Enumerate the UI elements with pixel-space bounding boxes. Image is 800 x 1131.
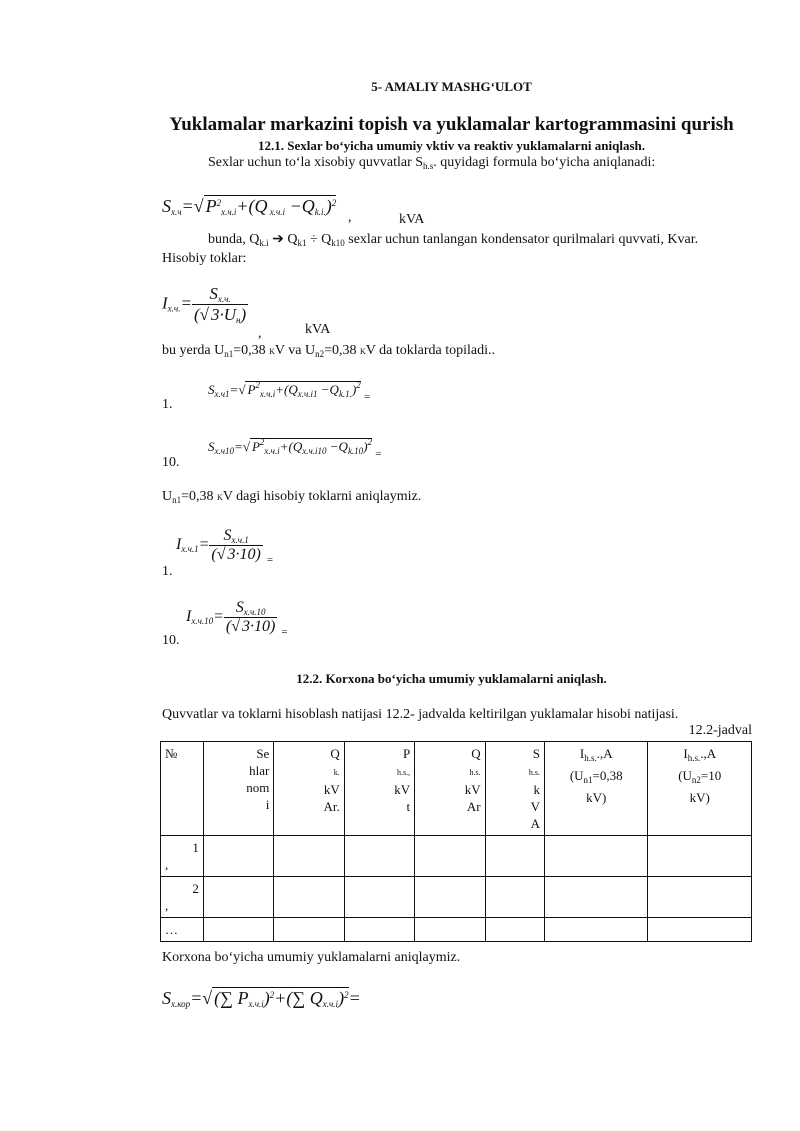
bu-yerda-line: bu yerda $U_{n1}=0,38$ KV va $U_{n2}=0,38$ KV da toklarda topiladi.. [162,343,495,359]
header-i-n1: $I_{h.s.}.,A$ ($U_{n1}=0,38$ kV) [545,742,648,836]
section2-heading: 12.2. Korxona bo‘yicha umumiy yuklamalarni aniqlash. [296,671,607,686]
item-10-label: 10. [162,455,180,470]
header-sexlar: Se hlar nom i [203,742,273,836]
results-table [160,741,752,942]
header-shs: S h.s. k V A [485,742,544,836]
unit-kva-2: kVA [305,322,331,337]
bunda-line: bunda, $Q_{k.i}$ ➔ $Q_{k1} \div Q_{k10}$ sexlar uchun tanlangan kondensator qurilmalari quvvati, Kvar. [208,232,699,248]
table-row: … [161,918,752,942]
topic-title: Yuklamalar markazini topish va yuklamalar kartogrammasini qurish [169,114,734,135]
section2-intro: Quvvatlar va toklarni hisoblash natijasi 12.2- jadvalda keltirilgan yuklamalar hisobi natijasi. [162,707,679,722]
table-header-row [161,742,752,836]
formula-i-1: $I_{x.ч.1}=$ $\frac{S_{x.ч.1}}{(√ 3\cdot 10)}$ $_=$ [176,527,274,567]
section1-intro: Sexlar uchun to‘la xisobiy quvvatlar $S_{h.s}$. quyidagi formula bo‘yicha aniqlanadi: [208,155,656,171]
header-qhs: Q h.s. kV Ar [415,742,485,836]
header-no: № [161,742,204,836]
table-row: 1 , [161,836,752,877]
section1-heading: 12.1. Sexlar bo‘yicha umumiy vktiv va reaktiv yuklamalarni aniqlash. [257,138,646,153]
arrow-right-icon: ➔ [272,232,284,247]
korxona-text: Korxona bo‘yicha umumiy yuklamalarni aniqlaymiz. [162,950,461,965]
hisobiy-toklar: Hisobiy toklar: [162,251,247,266]
table-row: 2 , [161,877,752,918]
formula-i-10: $I_{x.ч.10}=$ $\frac{S_{x.ч.10}}{(√ 3\cdot 10)}$ $_=$ [186,599,288,639]
header-i-n2: $I_{h.s.}.,A$ ($U_{n2}=10$ kV) [648,742,752,836]
table-label: 12.2-jadval [688,723,752,738]
formula-s-total: $S_{x.ч}=√$ $P^2_{x.ч.i}+(Q$ $_{x.ч.i} -Q_{k.i.})^2$ [162,196,337,217]
unit-kva-1: kVA [399,212,425,227]
formula-i-total: $I_{x.ч.}=$ $\frac{S_{x.ч.}}{(√ 3\cdot U_н)}$ [162,284,247,325]
header-qk: Q k. kV Ar. [274,742,344,836]
practice-title: 5- AMALIY MASHG‘ULOT [371,79,532,94]
u-line: $U_{n1}=0,38$ KV dagi hisobiy toklarni aniqlaymiz. [162,489,422,505]
header-phs: P h.s., kV t [344,742,414,836]
formula-s-korxona: $S_{x.кор}=√$ (∑ $P_{x.ч.i})^2+(\sum$ $Q_{x.ч.i})^2=$ [162,988,361,1009]
formula-s-10: $S_{x.ч10}=√$ $P^2_{x.ч.i}+(Q_{x.ч.i10} -Q_{k.10})^2$ $_=$ [208,437,382,460]
formula-s-1: $S_{x.ч1}=√$ $P^2_{x.ч.i}+(Q_{x.ч.i1} -Q_{k.1.})^2$ $_=$ [208,380,371,403]
item-1-label: 1. [162,397,173,412]
